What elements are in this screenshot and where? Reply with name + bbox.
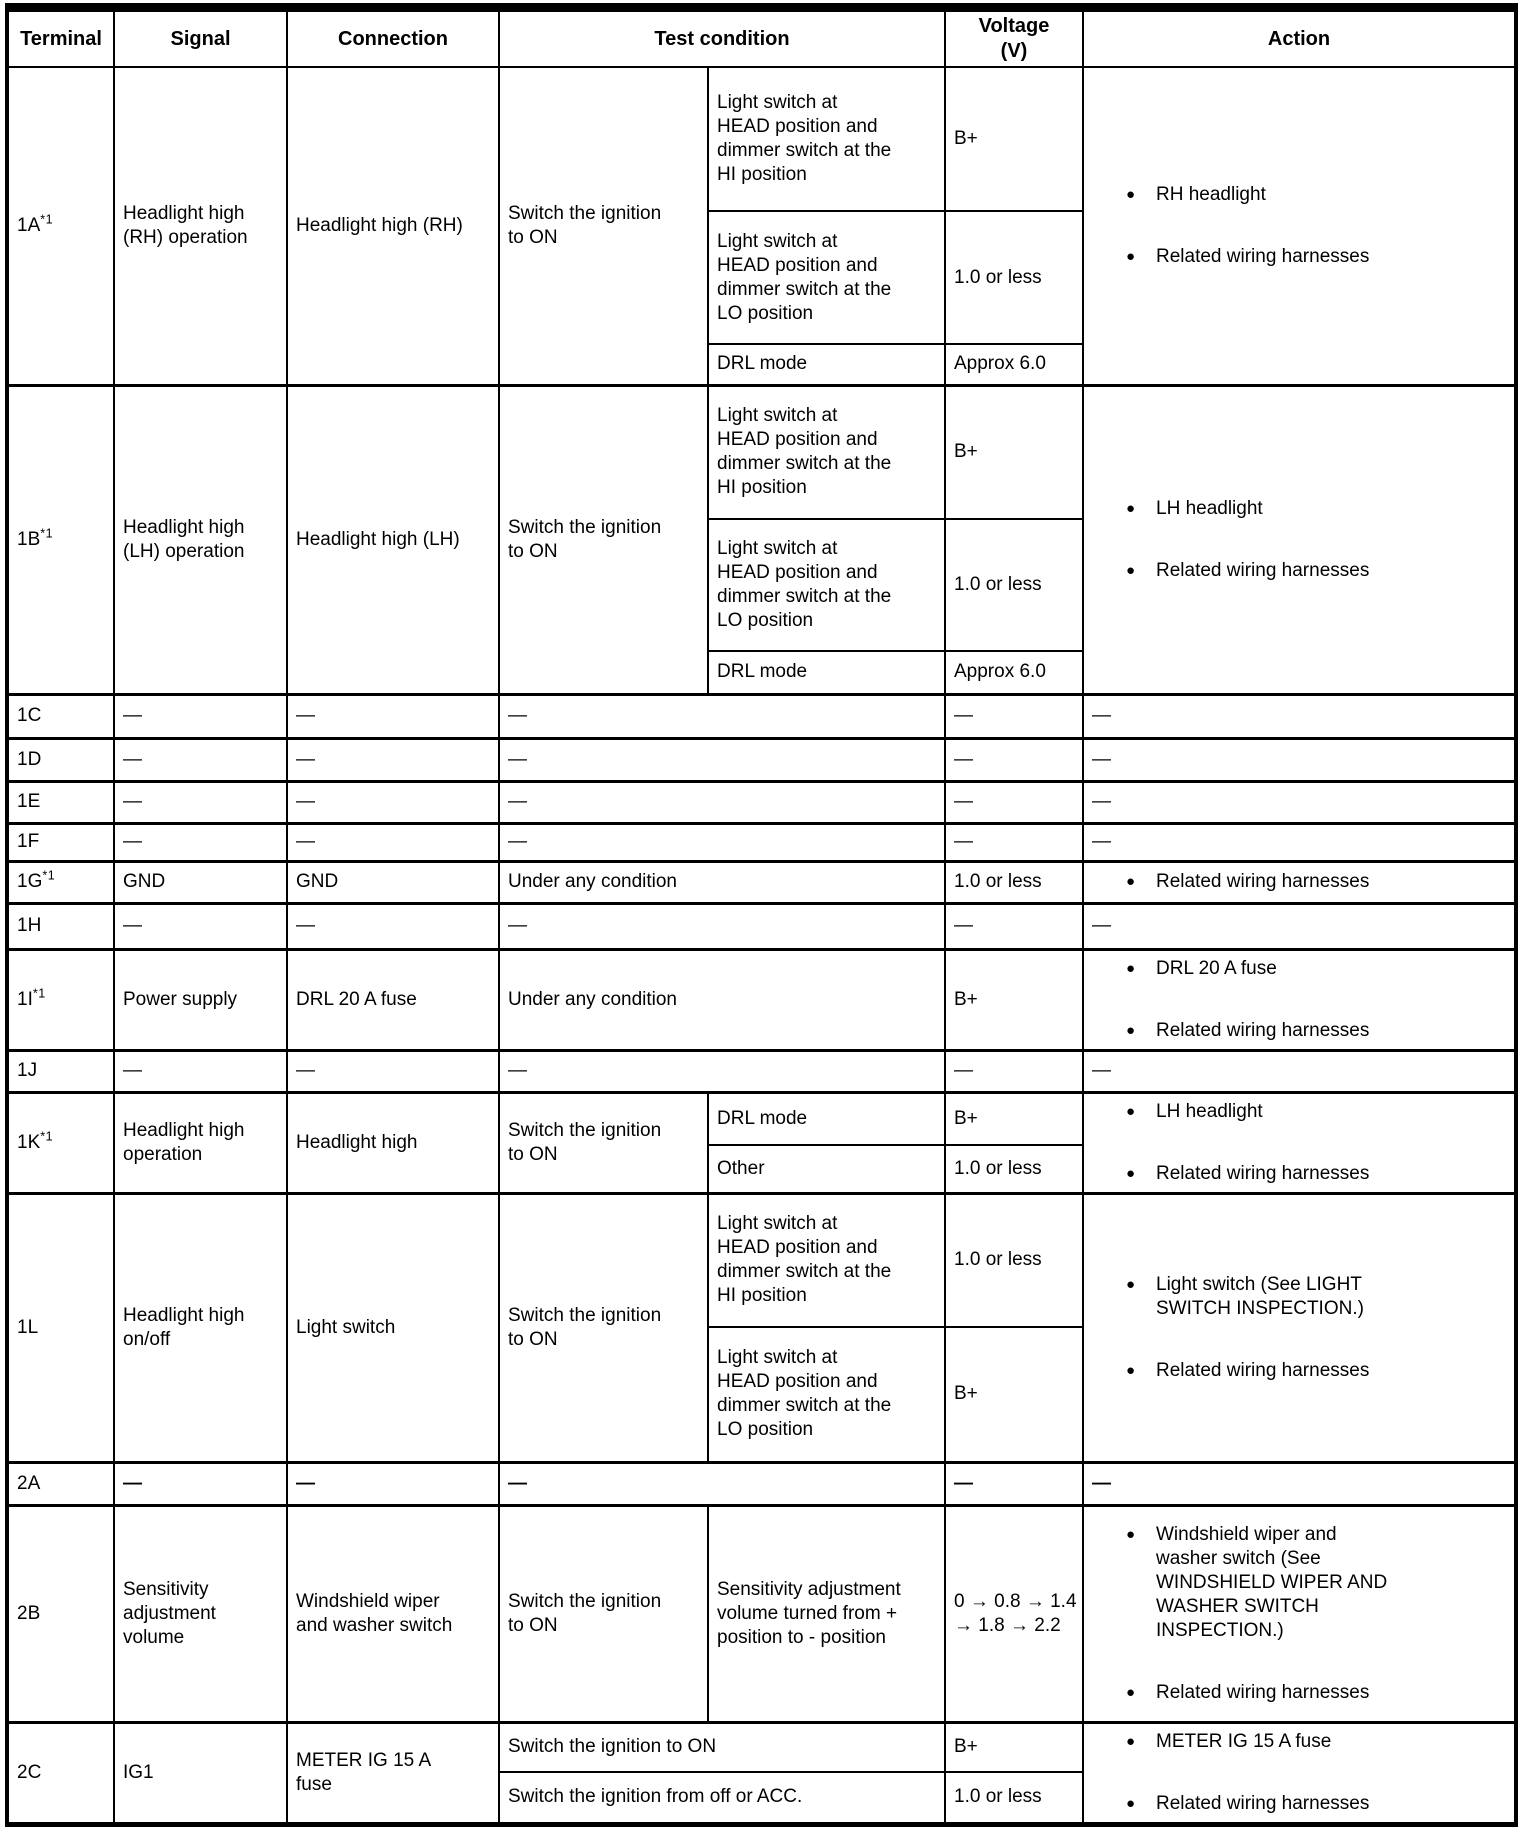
bullet-icon: ● (1126, 1361, 1136, 1379)
row-1k (7, 1092, 1516, 1145)
test-condition-sub-cell: Light switch at HEAD position and dimmer switch at the LO position (708, 211, 945, 344)
test-condition-cell: Under any condition (499, 949, 945, 1050)
row-1l (7, 1193, 1516, 1327)
row-1d (7, 738, 1516, 781)
connection-cell: — (287, 1050, 499, 1092)
test-condition-sub-cell: Sensitivity adjustment volume turned from + position to - position (708, 1505, 945, 1722)
test-condition-main-cell: Switch the ignition to ON (499, 1193, 708, 1462)
action-cell: — (1083, 738, 1516, 781)
row-1g (7, 861, 1516, 903)
row-2b (7, 1505, 1516, 1722)
action-cell (1083, 1193, 1516, 1462)
bullet-icon: ● (1126, 1732, 1136, 1750)
bullet-icon: ● (1126, 1021, 1136, 1039)
action-item: ● Related wiring harnesses (1126, 245, 1370, 267)
footnote-marker: *1 (40, 1129, 54, 1144)
signal-cell: IG1 (114, 1722, 287, 1824)
voltage-cell: 1.0 or less (945, 861, 1083, 903)
connection-cell: — (287, 823, 499, 861)
test-condition-cell: — (499, 1050, 945, 1092)
voltage-cell: — (945, 903, 1083, 949)
test-condition-cell: — (499, 823, 945, 861)
terminal-cell: 1H (7, 903, 114, 949)
voltage-cell: — (945, 694, 1083, 738)
row-1c (7, 694, 1516, 738)
signal-cell: — (114, 738, 287, 781)
test-condition-cell: Switch the ignition from off or ACC. (499, 1772, 945, 1824)
test-condition-cell: — (499, 781, 945, 823)
action-item: ● Related wiring harnesses (1126, 1792, 1370, 1814)
action-item: ● Related wiring harnesses (1126, 1359, 1370, 1381)
terminal-cell: $1B^{*1}$ (7, 385, 114, 694)
action-cell (1083, 1722, 1516, 1824)
voltage-header-line2: (V) (1000, 40, 1028, 62)
action-cell: — (1083, 1462, 1516, 1505)
signal-cell: — (114, 1462, 287, 1505)
test-condition-sub-cell: DRL mode (708, 1092, 945, 1145)
test-condition-sub-cell: Light switch at HEAD position and dimmer switch at the HI position (708, 67, 945, 211)
test-condition-sub-cell: Light switch at HEAD position and dimmer switch at the LO position (708, 519, 945, 651)
signal-cell: Sensitivity adjustment volume (114, 1505, 287, 1722)
terminal-cell: 1J (7, 1050, 114, 1092)
test-condition-main-cell: Switch the ignition to ON (499, 1092, 708, 1193)
bullet-icon: ● (1126, 561, 1136, 579)
voltage-cell: 1.0 or less (945, 1145, 1083, 1193)
bullet-icon: ● (1126, 1164, 1136, 1182)
voltage-cell: 1.0 or less (945, 519, 1083, 651)
connection-cell: — (287, 738, 499, 781)
test-condition-main-cell: Switch the ignition to ON (499, 1505, 708, 1722)
action-item: ● LH headlight (1126, 1100, 1263, 1122)
terminal-cell: 1D (7, 738, 114, 781)
action-cell: — (1083, 781, 1516, 823)
voltage-cell: — (945, 1050, 1083, 1092)
footnote-marker: *1 (40, 526, 54, 541)
bullet-icon: ● (1126, 959, 1136, 977)
action-item: ● METER IG 15 A fuse (1126, 1730, 1332, 1752)
terminal-voltage-table (5, 3, 1518, 1827)
bullet-icon: ● (1126, 247, 1136, 265)
row-1e (7, 781, 1516, 823)
action-item: ● Windshield wiper and washer switch (See WINDSHIELD WIPER AND WASHER SWITCH INSPECTION.) (1126, 1523, 1388, 1641)
bullet-icon: ● (1126, 1794, 1136, 1812)
terminal-cell: 2C (7, 1722, 114, 1824)
col-header-voltage (945, 8, 1083, 68)
action-cell (1083, 861, 1516, 903)
connection-cell: — (287, 694, 499, 738)
terminal-cell: 1E (7, 781, 114, 823)
terminal-cell: 2B (7, 1505, 114, 1722)
bullet-icon: ● (1126, 1102, 1136, 1120)
col-header-action: Action (1083, 8, 1516, 68)
voltage-cell: Approx 6.0 (945, 651, 1083, 694)
action-item: ● LH headlight (1126, 497, 1263, 519)
terminal-cell: 1F (7, 823, 114, 861)
terminal-cell: $1I^{*1}$ (7, 949, 114, 1050)
test-condition-sub-cell: DRL mode (708, 344, 945, 385)
connection-cell: Headlight high (287, 1092, 499, 1193)
signal-cell: GND (114, 861, 287, 903)
signal-cell: Headlight high (LH) operation (114, 385, 287, 694)
test-condition-cell: — (499, 1462, 945, 1505)
signal-cell: Headlight high operation (114, 1092, 287, 1193)
terminal-cell: $1G^{*1}$ (7, 861, 114, 903)
action-item: ● Related wiring harnesses (1126, 1162, 1370, 1184)
action-cell: — (1083, 823, 1516, 861)
test-condition-cell: Under any condition (499, 861, 945, 903)
action-cell (1083, 1092, 1516, 1193)
action-item: ● DRL 20 A fuse (1126, 957, 1277, 979)
terminal-cell: $1A^{*1}$ (7, 67, 114, 385)
voltage-cell: B+ (945, 385, 1083, 519)
voltage-cell: 1.0 or less (945, 1193, 1083, 1327)
voltage-cell: Approx 6.0 (945, 344, 1083, 385)
test-condition-sub-cell: Light switch at HEAD position and dimmer switch at the LO position (708, 1327, 945, 1462)
voltage-cell: B+ (945, 1092, 1083, 1145)
footnote-marker: *1 (32, 986, 46, 1001)
row-1b (7, 385, 1516, 519)
footnote-marker: *1 (42, 868, 56, 883)
bullet-icon: ● (1126, 1525, 1136, 1543)
header-row (7, 8, 1516, 68)
connection-cell: Light switch (287, 1193, 499, 1462)
connection-cell: — (287, 903, 499, 949)
test-condition-sub-cell: Light switch at HEAD position and dimmer switch at the HI position (708, 385, 945, 519)
signal-cell: — (114, 694, 287, 738)
row-2a (7, 1462, 1516, 1505)
signal-cell: Power supply (114, 949, 287, 1050)
terminal-cell: 2A (7, 1462, 114, 1505)
signal-cell: — (114, 781, 287, 823)
voltage-header-line1: Voltage (978, 15, 1050, 37)
action-item: ● Light switch (See LIGHT SWITCH INSPECTION.) (1126, 1273, 1364, 1319)
action-item: ● Related wiring harnesses (1126, 559, 1370, 581)
voltage-cell: B+ (945, 1327, 1083, 1462)
test-condition-cell: — (499, 738, 945, 781)
col-header-signal: Signal (114, 8, 287, 68)
voltage-cell: — (945, 823, 1083, 861)
voltage-cell: B+ (945, 67, 1083, 211)
action-cell (1083, 1505, 1516, 1722)
connection-cell: METER IG 15 A fuse (287, 1722, 499, 1824)
terminal-cell: 1C (7, 694, 114, 738)
action-cell (1083, 949, 1516, 1050)
signal-cell: Headlight high (RH) operation (114, 67, 287, 385)
connection-cell: Headlight high (LH) (287, 385, 499, 694)
action-cell (1083, 385, 1516, 694)
signal-cell: — (114, 823, 287, 861)
connection-cell: GND (287, 861, 499, 903)
voltage-cell: — (945, 1462, 1083, 1505)
action-cell (1083, 67, 1516, 385)
col-header-terminal: Terminal (7, 8, 114, 68)
terminal-cell: 1L (7, 1193, 114, 1462)
col-header-test-condition: Test condition (499, 8, 945, 68)
row-1j (7, 1050, 1516, 1092)
row-1f (7, 823, 1516, 861)
footnote-marker: *1 (40, 212, 54, 227)
test-condition-sub-cell: DRL mode (708, 651, 945, 694)
connection-cell: Windshield wiper and washer switch (287, 1505, 499, 1722)
action-item: ● Related wiring harnesses (1126, 1681, 1370, 1703)
action-item: ● RH headlight (1126, 183, 1266, 205)
connection-cell: DRL 20 A fuse (287, 949, 499, 1050)
terminal-cell: $1K^{*1}$ (7, 1092, 114, 1193)
row-1i (7, 949, 1516, 1050)
bullet-icon: ● (1126, 1275, 1136, 1293)
test-condition-main-cell: Switch the ignition to ON (499, 67, 708, 385)
test-condition-sub-cell: Other (708, 1145, 945, 1193)
test-condition-cell: Switch the ignition to ON (499, 1722, 945, 1772)
bullet-icon: ● (1126, 873, 1136, 890)
action-item: ● Related wiring harnesses (1126, 1019, 1370, 1041)
test-condition-cell: — (499, 903, 945, 949)
test-condition-main-cell: Switch the ignition to ON (499, 385, 708, 694)
voltage-cell: 1.0 or less (945, 1772, 1083, 1824)
voltage-cell: — (945, 738, 1083, 781)
connection-cell: — (287, 781, 499, 823)
connection-cell: — (287, 1462, 499, 1505)
voltage-cell: 0 → 0.8 → 1.4 → 1.8 → 2.2 (945, 1505, 1083, 1722)
row-1h (7, 903, 1516, 949)
row-2c (7, 1722, 1516, 1772)
signal-cell: — (114, 903, 287, 949)
col-header-connection: Connection (287, 8, 499, 68)
bullet-icon: ● (1126, 1683, 1136, 1701)
voltage-cell: B+ (945, 949, 1083, 1050)
action-cell: — (1083, 694, 1516, 738)
test-condition-cell: — (499, 694, 945, 738)
action-cell: — (1083, 903, 1516, 949)
connection-cell: Headlight high (RH) (287, 67, 499, 385)
voltage-cell: B+ (945, 1722, 1083, 1772)
action-item: ● Related wiring harnesses (1126, 871, 1370, 892)
row-1a (7, 67, 1516, 211)
voltage-cell: 1.0 or less (945, 211, 1083, 344)
bullet-icon: ● (1126, 499, 1136, 517)
voltage-cell: — (945, 781, 1083, 823)
bullet-icon: ● (1126, 185, 1136, 203)
test-condition-sub-cell: Light switch at HEAD position and dimmer switch at the HI position (708, 1193, 945, 1327)
signal-cell: — (114, 1050, 287, 1092)
action-cell: — (1083, 1050, 1516, 1092)
signal-cell: Headlight high on/off (114, 1193, 287, 1462)
